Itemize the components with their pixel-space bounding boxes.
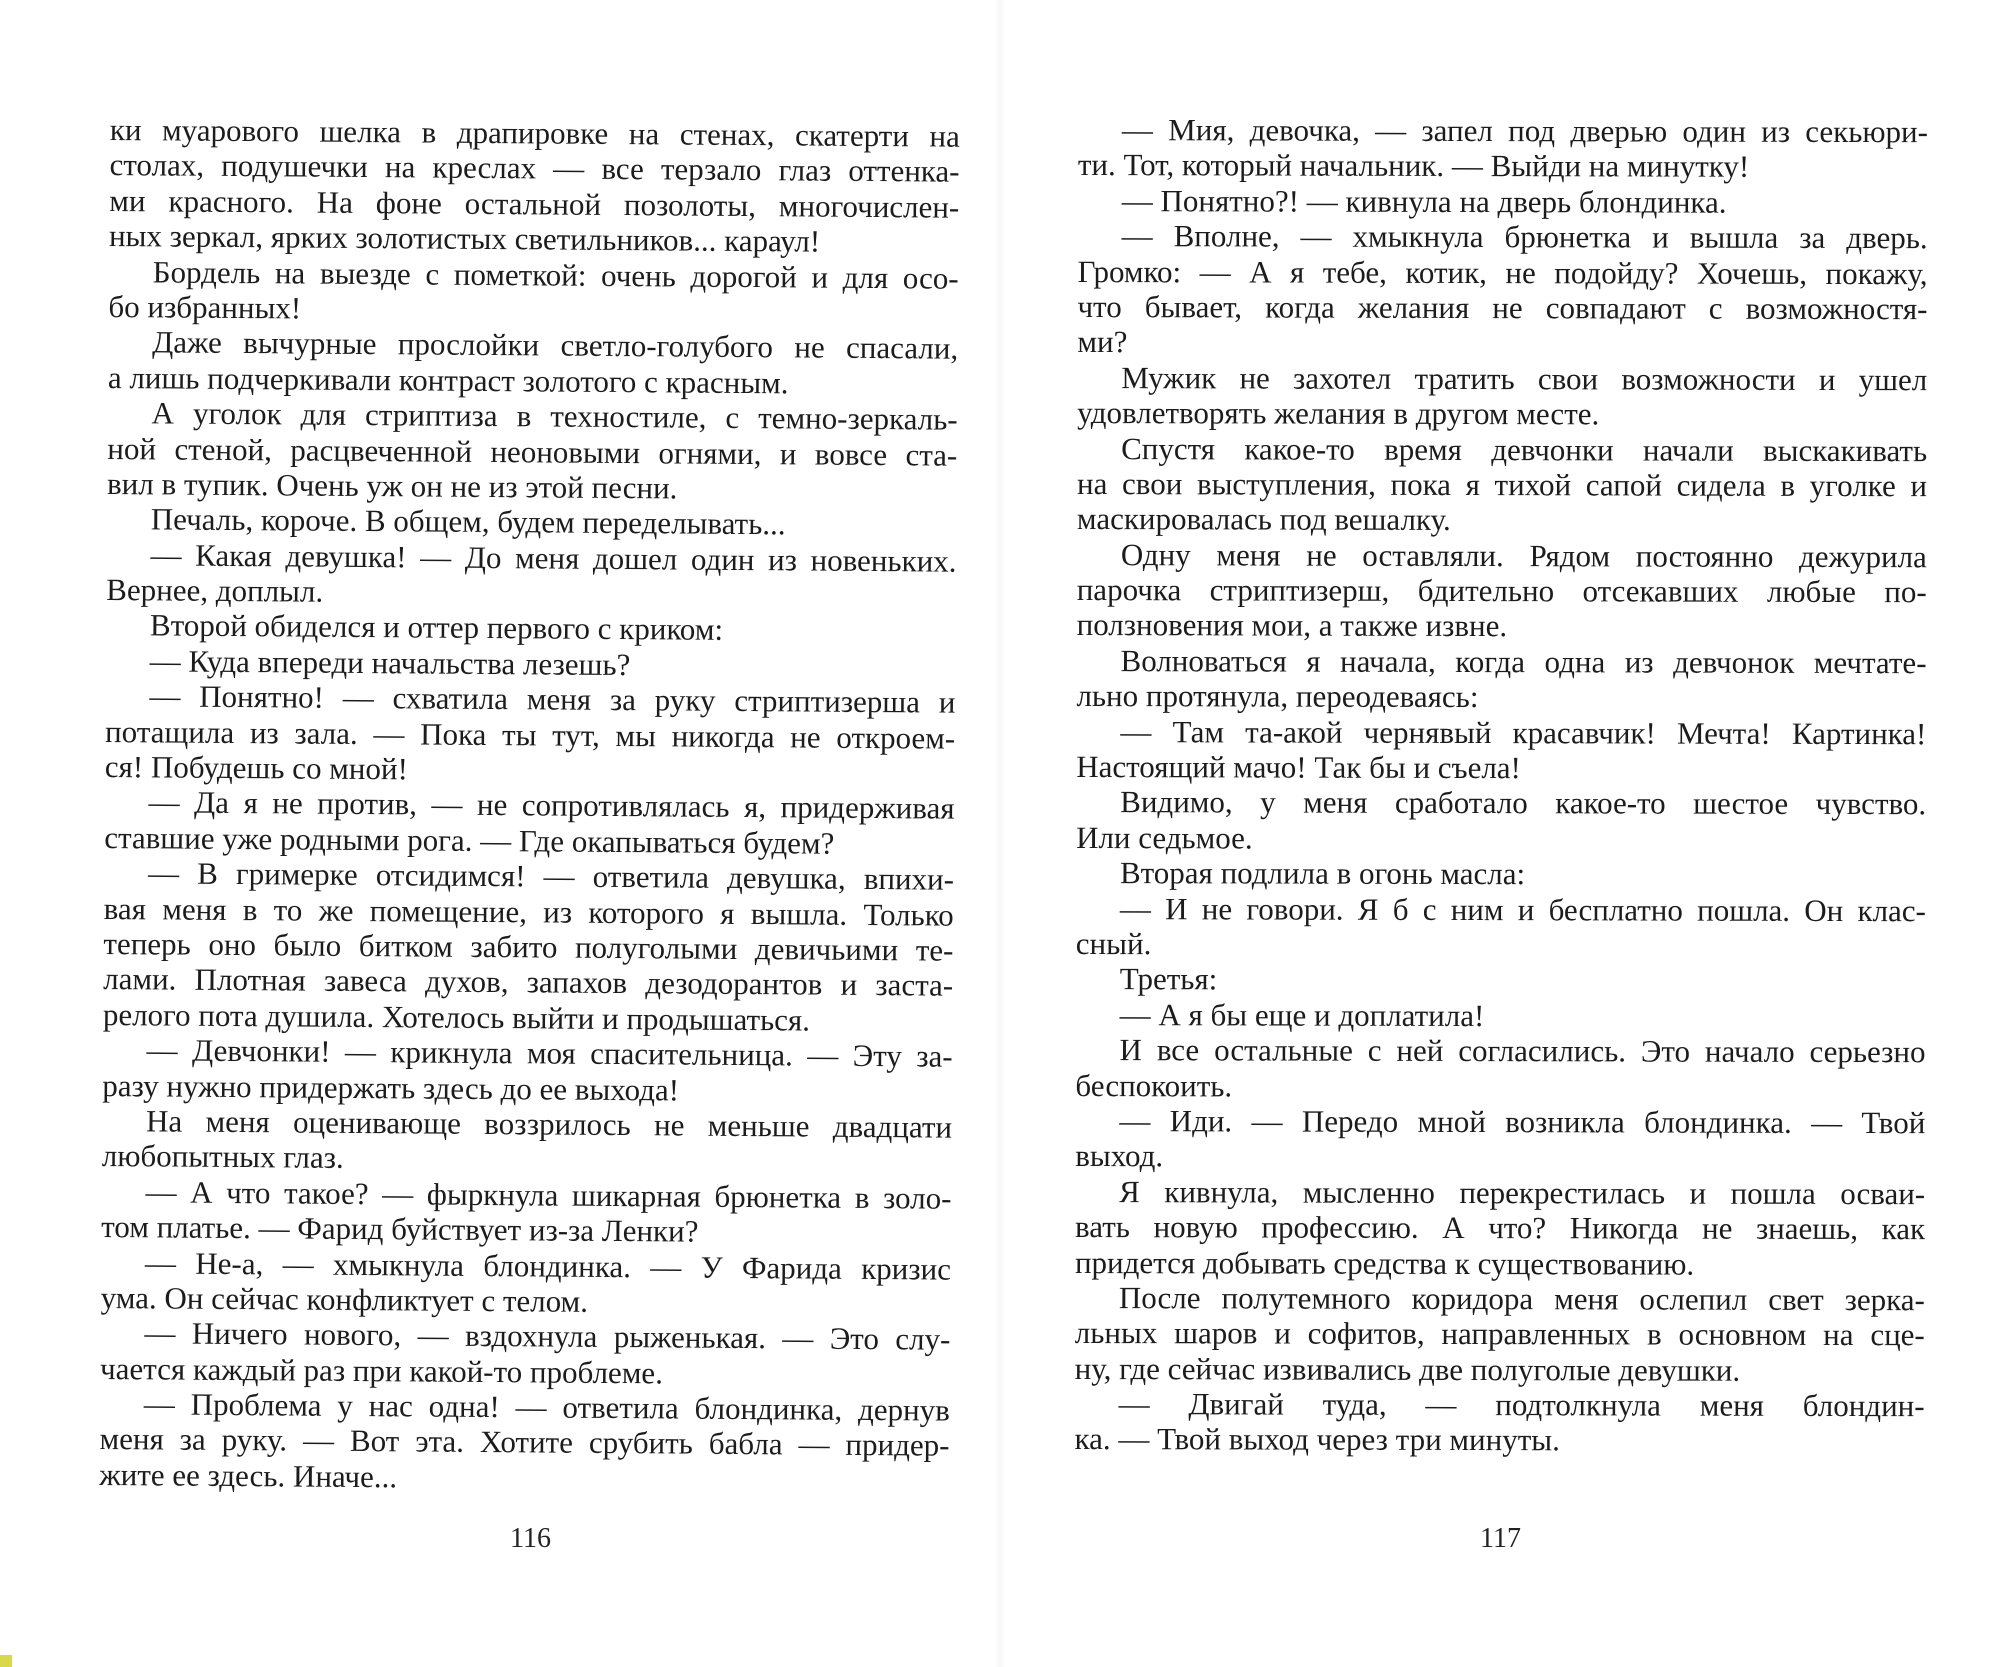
text-line: Видимо, у меня сработало какое-то шестое чувство. [1120, 784, 1927, 822]
text-line: ся! Побудешь со мной! [104, 749, 409, 787]
text-line: Мужик не захотел тратить свои возможности и ушел [1121, 359, 1928, 397]
text-line: Третья: [1119, 961, 1218, 997]
scan-corner-mark [0, 1655, 12, 1667]
text-line: релого пота душила. Хотелось выйти и продышаться. [102, 996, 811, 1038]
text-line: том платье. — Фарид буйствует из-за Ленки? [101, 1209, 699, 1249]
left-page-number: 116 [510, 1523, 551, 1554]
text-line: на свои выступления, пока я тихой сапой сидела в уголке и [1076, 465, 1928, 504]
text-line: льных шаров и софитов, направленных в основном на сце- [1074, 1315, 1925, 1353]
text-line: — Да я не против, — не сопротивлялась я, придерживая [148, 784, 955, 827]
text-line: После полутемного коридора меня ослепил свет зерка- [1118, 1280, 1925, 1318]
text-line: Спустя какое-то время девчонки начали выскакивать [1121, 430, 1928, 468]
text-line: ка. — Твой выход через три минуты. [1074, 1421, 1560, 1458]
text-line: И все остальные с ней согласились. Это начало серьезно [1119, 1032, 1926, 1070]
text-line: — Вполне, — хмыкнула брюнетка и вышла за дверь. [1121, 218, 1928, 256]
text-line: ных зеркал, ярких золотистых светильников... караул! [108, 218, 821, 259]
text-line: ума. Он сейчас конфликтует с телом. [100, 1279, 589, 1319]
left-page-text [99, 112, 960, 1499]
text-line: Бордель на выезде с пометкой: очень дорогой и для осо- [152, 253, 959, 296]
text-line: Или седьмое. [1076, 819, 1253, 856]
text-line: Громко: — А я тебе, котик, не подойду? Хочешь, покажу, [1077, 253, 1928, 291]
text-line: — Там та-акой чернявый красавчик! Мечта! Картинка! [1120, 713, 1927, 751]
text-line: столах, подушечки на креслах — все терзало глаз оттенка- [109, 147, 960, 190]
text-line: удовлетворять желания в другом месте. [1077, 395, 1600, 432]
right-page-number: 117 [1480, 1523, 1521, 1554]
text-line: ной стеной, расцвеченной неоновыми огнями, и вовсе ста- [107, 430, 958, 473]
text-line: ки муарового шелка в драпировке на стенах, скатерти на [109, 112, 960, 154]
text-line: что бывает, когда желания не совпадают с возможностя- [1077, 288, 1928, 327]
text-line: — Понятно?! — кивнула на дверь блондинка. [1121, 182, 1727, 220]
text-line: — А что такое? — фыркнула шикарная брюнетка в золо- [145, 1174, 952, 1216]
text-line: Волноваться я начала, когда одна из девчонок мечтате- [1120, 642, 1927, 681]
text-line: Даже вычурные прослойки светло-голубого не спасали, [152, 324, 959, 367]
text-line: Одну меня не оставляли. Рядом постоянно дежурила [1120, 536, 1927, 574]
text-line: вая меня в то же помещение, из которого я вышла. Только [103, 890, 954, 933]
right-page-text [1074, 112, 1928, 1459]
text-line: льно протянула, переодеваясь: [1076, 678, 1479, 715]
text-line: маскировалась под вешалку. [1076, 501, 1451, 538]
text-line: Вернее, доплыл. [106, 572, 324, 609]
text-line: потащила из зала. — Пока ты тут, мы никогда не откроем- [104, 713, 956, 756]
text-line: придется добывать средства к существованию. [1074, 1244, 1695, 1282]
text-line: На меня оценивающе воззрилось не меньше двадцати [145, 1103, 953, 1145]
text-line: сный. [1075, 925, 1152, 962]
text-line: — Девчонки! — крикнула моя спасительница. — Эту за- [146, 1032, 953, 1074]
text-line: — Не-а, — хмыкнула блондинка. — У Фарида кризис [144, 1244, 952, 1287]
text-line: — В гримерке отсидимся! — ответила девушка, впихи- [147, 855, 955, 897]
text-line: выход. [1075, 1138, 1164, 1174]
text-line: беспокоить. [1075, 1067, 1233, 1103]
text-line: меня за руку. — Вот эта. Хотите срубить бабла — придер- [99, 1421, 950, 1464]
text-line: — Куда впереди начальства лезешь? [149, 643, 631, 682]
text-line: чается каждый раз при какой-то проблеме. [99, 1350, 664, 1391]
text-line: — Понятно! — схватила меня за руку стриптизерша и [149, 678, 956, 720]
text-line: Настоящий мачо! Так бы и съела! [1076, 749, 1521, 786]
text-line: — Проблема у нас одна! — ответила блондинка, дернув [143, 1386, 950, 1428]
text-line: — И не говори. Я б с ним и бесплатно пошла. Он клас- [1119, 890, 1926, 928]
text-line: — А я бы еще и доплатила! [1119, 996, 1485, 1033]
text-line: — Двигай туда, — подтолкнула меня блондин- [1118, 1386, 1925, 1424]
text-line: ну, где сейчас извивались две полуголые девушки. [1074, 1350, 1741, 1388]
text-line: разу нужно придержать здесь до ее выхода! [102, 1067, 680, 1108]
text-line: Второй обиделся и оттер первого с криком: [149, 607, 724, 648]
text-line: А уголок для стриптиза в техностиле, с темно-зеркаль- [151, 395, 958, 437]
text-line: Вторая подлила в огонь масла: [1119, 855, 1526, 892]
text-line: вил в тупик. Очень уж он не из этой песни. [106, 465, 678, 506]
text-line: — Иди. — Передо мной возникла блондинка. — Твой [1119, 1103, 1926, 1141]
text-line: бо избранных! [108, 288, 302, 326]
text-line: ползновения мои, а также извне. [1076, 607, 1508, 644]
text-line: вать новую профессию. А что? Никогда не знаешь, как [1075, 1209, 1926, 1247]
text-line: теперь оно было битком забито полуголыми девичьими те- [103, 925, 954, 968]
text-line: — Мия, девочка, — запел под дверью один из секьюри- [1121, 112, 1928, 150]
book-gutter [995, 0, 1005, 1667]
text-line: ставшие уже родными рога. — Где окапываться будем? [104, 819, 835, 861]
text-line: ми? [1077, 324, 1128, 360]
text-line: лами. Плотная завеса духов, запахов дезодорантов и заста- [103, 961, 954, 1004]
text-line: — Ничего нового, — вздохнула рыженькая. — Это слу- [144, 1315, 951, 1357]
text-line: Я кивнула, мысленно перекрестилась и пошла осваи- [1119, 1173, 1926, 1211]
text-line: — Какая девушка! — До меня дошел один из новеньких. [150, 537, 957, 579]
text-line: любопытных глаз. [101, 1138, 344, 1176]
text-line: Печаль, короче. В общем, будем переделывать... [150, 501, 786, 542]
text-line: парочка стриптизерш, бдительно отсекавших любые по- [1076, 572, 1927, 610]
text-line: ти. Тот, который начальник. — Выйди на минутку! [1077, 147, 1750, 185]
text-line: а лишь подчеркивали контраст золотого с красным. [107, 359, 789, 401]
text-line: жите ее здесь. Иначе... [99, 1456, 398, 1495]
text-line: ми красного. На фоне остальной позолоты, многочислен- [109, 182, 960, 225]
